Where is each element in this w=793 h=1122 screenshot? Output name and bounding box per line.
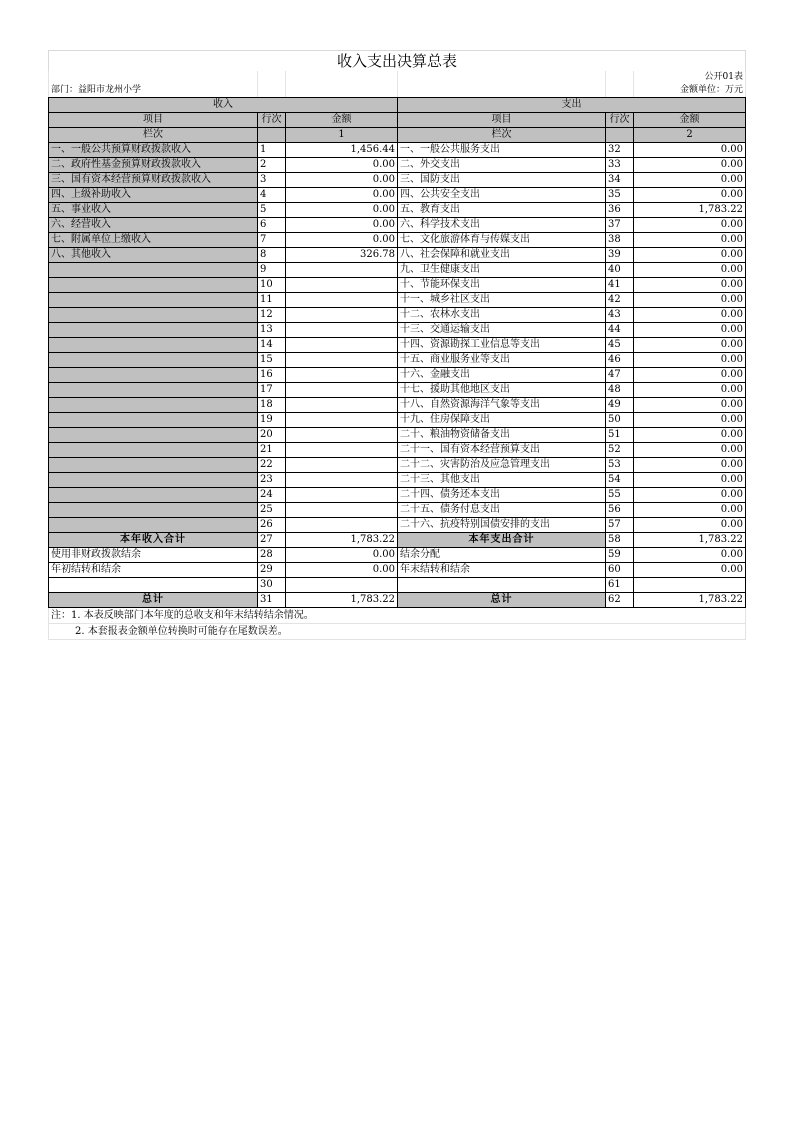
table-row <box>49 158 746 173</box>
expense-amount-cell: 0.00 <box>634 143 746 158</box>
income-rowno-cell: 31 <box>258 593 286 608</box>
income-amount-cell: 326.78 <box>286 248 398 263</box>
income-amount-cell: 0.00 <box>286 173 398 188</box>
table-row <box>49 548 746 563</box>
income-amount-cell <box>286 398 398 413</box>
income-rowno-cell: 16 <box>258 368 286 383</box>
income-header: 收入 <box>49 98 398 113</box>
income-amount-cell <box>286 368 398 383</box>
expense-item-cell: 二十二、灾害防治及应急管理支出 <box>398 458 606 473</box>
income-rowno-cell: 30 <box>258 578 286 593</box>
expense-item-cell: 十二、农林水支出 <box>398 308 606 323</box>
income-item-cell <box>49 443 258 458</box>
expense-amount-cell: 1,783.22 <box>634 533 746 548</box>
expense-rowno-cell: 40 <box>606 263 634 278</box>
expense-item-cell: 总计 <box>398 593 606 608</box>
expense-rowno-cell: 50 <box>606 413 634 428</box>
expense-rowno-cell: 49 <box>606 398 634 413</box>
income-rowno-cell: 15 <box>258 353 286 368</box>
table-row <box>49 488 746 503</box>
income-rowno-cell: 19 <box>258 413 286 428</box>
expense-column-number: 2 <box>634 128 746 143</box>
expense-amount-cell: 0.00 <box>634 323 746 338</box>
table-row <box>49 383 746 398</box>
expense-amount-cell: 0.00 <box>634 413 746 428</box>
expense-amount-cell: 0.00 <box>634 518 746 533</box>
expense-amount-cell: 0.00 <box>634 338 746 353</box>
expense-item-cell: 十四、资源勘探工业信息等支出 <box>398 338 606 353</box>
income-rowno-cell: 5 <box>258 203 286 218</box>
expense-item-cell: 三、国防支出 <box>398 173 606 188</box>
income-rowno-cell: 28 <box>258 548 286 563</box>
expense-rowno-cell: 55 <box>606 488 634 503</box>
income-amount-cell: 0.00 <box>286 548 398 563</box>
expense-rowno-cell: 42 <box>606 293 634 308</box>
expense-item-cell: 七、文化旅游体育与传媒支出 <box>398 233 606 248</box>
income-rowno-cell: 18 <box>258 398 286 413</box>
subtotal-row <box>49 533 746 548</box>
expense-rowno-cell: 62 <box>606 593 634 608</box>
income-amount-cell <box>286 443 398 458</box>
table-row <box>49 263 746 278</box>
income-amount-cell: 0.00 <box>286 218 398 233</box>
expense-amount-cell: 0.00 <box>634 443 746 458</box>
expense-item-cell: 二十三、其他支出 <box>398 473 606 488</box>
income-item-cell: 六、经营收入 <box>49 218 258 233</box>
expense-amount-cell: 0.00 <box>634 563 746 578</box>
income-amount-cell <box>286 293 398 308</box>
table-row <box>49 143 746 158</box>
income-item-cell: 本年收入合计 <box>49 533 258 548</box>
expense-item-cell: 十八、自然资源海洋气象等支出 <box>398 398 606 413</box>
expense-amount-cell: 0.00 <box>634 248 746 263</box>
expense-header: 支出 <box>398 98 746 113</box>
expense-amount-cell <box>634 578 746 593</box>
income-item-header: 项目 <box>49 113 258 128</box>
expense-item-cell: 二、外交支出 <box>398 158 606 173</box>
expense-item-cell: 五、教育支出 <box>398 203 606 218</box>
income-item-cell <box>49 503 258 518</box>
income-rowno-cell: 11 <box>258 293 286 308</box>
table-row <box>49 233 746 248</box>
expense-rowno-cell: 38 <box>606 233 634 248</box>
expense-amount-cell: 0.00 <box>634 473 746 488</box>
income-rowno-cell: 23 <box>258 473 286 488</box>
expense-rowno-cell: 39 <box>606 248 634 263</box>
income-item-cell <box>49 368 258 383</box>
table-row <box>49 308 746 323</box>
income-item-cell: 年初结转和结余 <box>49 563 258 578</box>
income-item-cell: 总计 <box>49 593 258 608</box>
income-rowno-cell: 17 <box>258 383 286 398</box>
expense-rowno-cell: 54 <box>606 473 634 488</box>
table-row <box>49 473 746 488</box>
income-rowno-cell: 29 <box>258 563 286 578</box>
income-amount-cell <box>286 278 398 293</box>
expense-amount-cell: 0.00 <box>634 428 746 443</box>
income-amount-cell <box>286 308 398 323</box>
income-item-cell <box>49 308 258 323</box>
table-row <box>49 188 746 203</box>
table-row <box>49 218 746 233</box>
expense-rowno-cell: 33 <box>606 158 634 173</box>
expense-rowno-cell: 56 <box>606 503 634 518</box>
expense-amount-cell: 0.00 <box>634 368 746 383</box>
expense-item-cell: 二十四、债务还本支出 <box>398 488 606 503</box>
income-rowno-cell: 13 <box>258 323 286 338</box>
expense-rowno-cell: 32 <box>606 143 634 158</box>
expense-rowno-cell: 37 <box>606 218 634 233</box>
income-amount-header: 金额 <box>286 113 398 128</box>
table-row <box>49 248 746 263</box>
income-item-cell: 三、国有资本经营预算财政拨款收入 <box>49 173 258 188</box>
expense-item-cell: 十五、商业服务业等支出 <box>398 353 606 368</box>
expense-amount-cell: 0.00 <box>634 278 746 293</box>
income-amount-cell <box>286 578 398 593</box>
income-amount-cell <box>286 518 398 533</box>
income-item-cell <box>49 518 258 533</box>
expense-item-cell: 二十一、国有资本经营预算支出 <box>398 443 606 458</box>
income-rowno-cell: 4 <box>258 188 286 203</box>
income-amount-cell <box>286 263 398 278</box>
income-amount-cell: 0.00 <box>286 563 398 578</box>
income-item-cell <box>49 323 258 338</box>
income-item-cell <box>49 293 258 308</box>
expense-item-cell: 十三、交通运输支出 <box>398 323 606 338</box>
income-rowno-cell: 21 <box>258 443 286 458</box>
expense-rowno-cell: 60 <box>606 563 634 578</box>
expense-rowno-header: 行次 <box>606 113 634 128</box>
income-item-cell: 二、政府性基金预算财政拨款收入 <box>49 158 258 173</box>
income-amount-cell: 0.00 <box>286 158 398 173</box>
expense-amount-cell: 0.00 <box>634 398 746 413</box>
table-row <box>49 338 746 353</box>
income-rowno-cell: 25 <box>258 503 286 518</box>
table-row <box>49 563 746 578</box>
income-amount-cell <box>286 488 398 503</box>
expense-rowno-cell: 46 <box>606 353 634 368</box>
income-item-cell: 一、一般公共预算财政拨款收入 <box>49 143 258 158</box>
income-amount-cell: 0.00 <box>286 203 398 218</box>
department-label: 部门：益阳市龙州小学 <box>49 84 258 98</box>
expense-amount-cell: 1,783.22 <box>634 593 746 608</box>
income-rowno-cell: 22 <box>258 458 286 473</box>
income-amount-cell: 1,783.22 <box>286 593 398 608</box>
summary-table <box>48 50 746 640</box>
income-column-label: 栏次 <box>49 128 258 143</box>
expense-amount-cell: 0.00 <box>634 548 746 563</box>
unit-label: 金额单位：万元 <box>634 84 746 98</box>
expense-rowno-cell: 61 <box>606 578 634 593</box>
expense-rowno-cell: 45 <box>606 338 634 353</box>
income-rowno-cell: 8 <box>258 248 286 263</box>
income-item-cell: 使用非财政拨款结余 <box>49 548 258 563</box>
expense-amount-cell: 0.00 <box>634 503 746 518</box>
table-row <box>49 278 746 293</box>
income-amount-cell <box>286 428 398 443</box>
income-item-cell: 八、其他收入 <box>49 248 258 263</box>
table-row <box>49 293 746 308</box>
income-rowno-cell: 6 <box>258 218 286 233</box>
income-item-cell <box>49 578 258 593</box>
income-amount-cell <box>286 338 398 353</box>
expense-item-cell: 年末结转和结余 <box>398 563 606 578</box>
page-title: 收入支出决算总表 <box>49 51 746 72</box>
income-amount-cell <box>286 503 398 518</box>
table-row <box>49 413 746 428</box>
expense-item-cell: 十九、住房保障支出 <box>398 413 606 428</box>
income-amount-cell <box>286 413 398 428</box>
income-item-cell <box>49 338 258 353</box>
income-amount-cell <box>286 458 398 473</box>
expense-rowno-cell: 48 <box>606 383 634 398</box>
form-code: 公开01表 <box>634 71 746 84</box>
income-amount-cell <box>286 383 398 398</box>
expense-amount-cell: 0.00 <box>634 383 746 398</box>
income-amount-cell: 0.00 <box>286 233 398 248</box>
expense-item-cell: 八、社会保障和就业支出 <box>398 248 606 263</box>
income-item-cell <box>49 353 258 368</box>
income-rowno-cell: 12 <box>258 308 286 323</box>
summary-table-body <box>49 51 746 640</box>
income-rowno-cell: 14 <box>258 338 286 353</box>
income-rowno-cell: 20 <box>258 428 286 443</box>
expense-amount-cell: 0.00 <box>634 218 746 233</box>
income-amount-cell <box>286 353 398 368</box>
income-item-cell <box>49 413 258 428</box>
income-amount-cell: 0.00 <box>286 188 398 203</box>
expense-item-cell: 十、节能环保支出 <box>398 278 606 293</box>
expense-amount-cell: 0.00 <box>634 173 746 188</box>
expense-item-cell: 结余分配 <box>398 548 606 563</box>
expense-amount-cell: 0.00 <box>634 263 746 278</box>
table-row <box>49 518 746 533</box>
expense-item-header: 项目 <box>398 113 606 128</box>
expense-amount-cell: 1,783.22 <box>634 203 746 218</box>
expense-item-cell: 六、科学技术支出 <box>398 218 606 233</box>
income-item-cell <box>49 428 258 443</box>
expense-rowno-cell: 57 <box>606 518 634 533</box>
expense-item-cell: 十一、城乡社区支出 <box>398 293 606 308</box>
expense-item-cell: 二十、粮油物资储备支出 <box>398 428 606 443</box>
expense-rowno-cell: 43 <box>606 308 634 323</box>
table-row <box>49 323 746 338</box>
expense-amount-cell: 0.00 <box>634 293 746 308</box>
income-item-cell <box>49 278 258 293</box>
table-row <box>49 368 746 383</box>
income-amount-cell <box>286 473 398 488</box>
income-amount-cell: 1,456.44 <box>286 143 398 158</box>
table-row <box>49 398 746 413</box>
expense-item-cell: 四、公共安全支出 <box>398 188 606 203</box>
income-rowno-cell: 7 <box>258 233 286 248</box>
expense-column-label: 栏次 <box>398 128 606 143</box>
expense-item-cell: 二十六、抗疫特别国债安排的支出 <box>398 518 606 533</box>
expense-amount-cell: 0.00 <box>634 188 746 203</box>
report-sheet <box>48 50 746 640</box>
expense-rowno-cell: 35 <box>606 188 634 203</box>
income-rowno-header: 行次 <box>258 113 286 128</box>
table-row <box>49 428 746 443</box>
expense-amount-cell: 0.00 <box>634 353 746 368</box>
income-item-cell <box>49 263 258 278</box>
table-row <box>49 353 746 368</box>
footnote: 2. 本套报表金额单位转换时可能存在尾数误差。 <box>49 624 746 640</box>
expense-amount-cell: 0.00 <box>634 233 746 248</box>
income-item-cell: 七、附属单位上缴收入 <box>49 233 258 248</box>
income-rowno-cell: 9 <box>258 263 286 278</box>
expense-rowno-cell: 44 <box>606 323 634 338</box>
table-row <box>49 458 746 473</box>
expense-item-cell: 一、一般公共服务支出 <box>398 143 606 158</box>
income-rowno-cell: 27 <box>258 533 286 548</box>
expense-amount-cell: 0.00 <box>634 158 746 173</box>
expense-rowno-cell: 47 <box>606 368 634 383</box>
income-rowno-cell: 26 <box>258 518 286 533</box>
income-rowno-cell: 10 <box>258 278 286 293</box>
table-row <box>49 503 746 518</box>
expense-item-cell: 十七、援助其他地区支出 <box>398 383 606 398</box>
income-item-cell <box>49 383 258 398</box>
income-rowno-cell: 1 <box>258 143 286 158</box>
expense-rowno-cell: 51 <box>606 428 634 443</box>
expense-rowno-cell: 53 <box>606 458 634 473</box>
table-row <box>49 173 746 188</box>
expense-rowno-cell: 41 <box>606 278 634 293</box>
income-item-cell <box>49 473 258 488</box>
expense-rowno-cell: 59 <box>606 548 634 563</box>
income-item-cell: 五、事业收入 <box>49 203 258 218</box>
table-row <box>49 578 746 593</box>
income-item-cell <box>49 398 258 413</box>
expense-item-cell: 九、卫生健康支出 <box>398 263 606 278</box>
income-item-cell: 四、上级补助收入 <box>49 188 258 203</box>
income-column-number: 1 <box>286 128 398 143</box>
expense-item-cell: 二十五、债务付息支出 <box>398 503 606 518</box>
expense-amount-cell: 0.00 <box>634 458 746 473</box>
expense-rowno-cell: 34 <box>606 173 634 188</box>
expense-rowno-cell: 36 <box>606 203 634 218</box>
footnote: 注：1. 本表反映部门本年度的总收支和年末结转结余情况。 <box>49 608 746 624</box>
income-item-cell <box>49 458 258 473</box>
total-row <box>49 593 746 608</box>
expense-item-cell: 十六、金融支出 <box>398 368 606 383</box>
expense-amount-cell: 0.00 <box>634 308 746 323</box>
expense-item-cell: 本年支出合计 <box>398 533 606 548</box>
income-rowno-cell: 3 <box>258 173 286 188</box>
expense-rowno-cell: 58 <box>606 533 634 548</box>
expense-rowno-cell: 52 <box>606 443 634 458</box>
table-row <box>49 203 746 218</box>
income-amount-cell: 1,783.22 <box>286 533 398 548</box>
income-amount-cell <box>286 323 398 338</box>
income-item-cell <box>49 488 258 503</box>
income-rowno-cell: 24 <box>258 488 286 503</box>
expense-item-cell <box>398 578 606 593</box>
income-rowno-cell: 2 <box>258 158 286 173</box>
expense-amount-header: 金额 <box>634 113 746 128</box>
expense-amount-cell: 0.00 <box>634 488 746 503</box>
table-row <box>49 443 746 458</box>
